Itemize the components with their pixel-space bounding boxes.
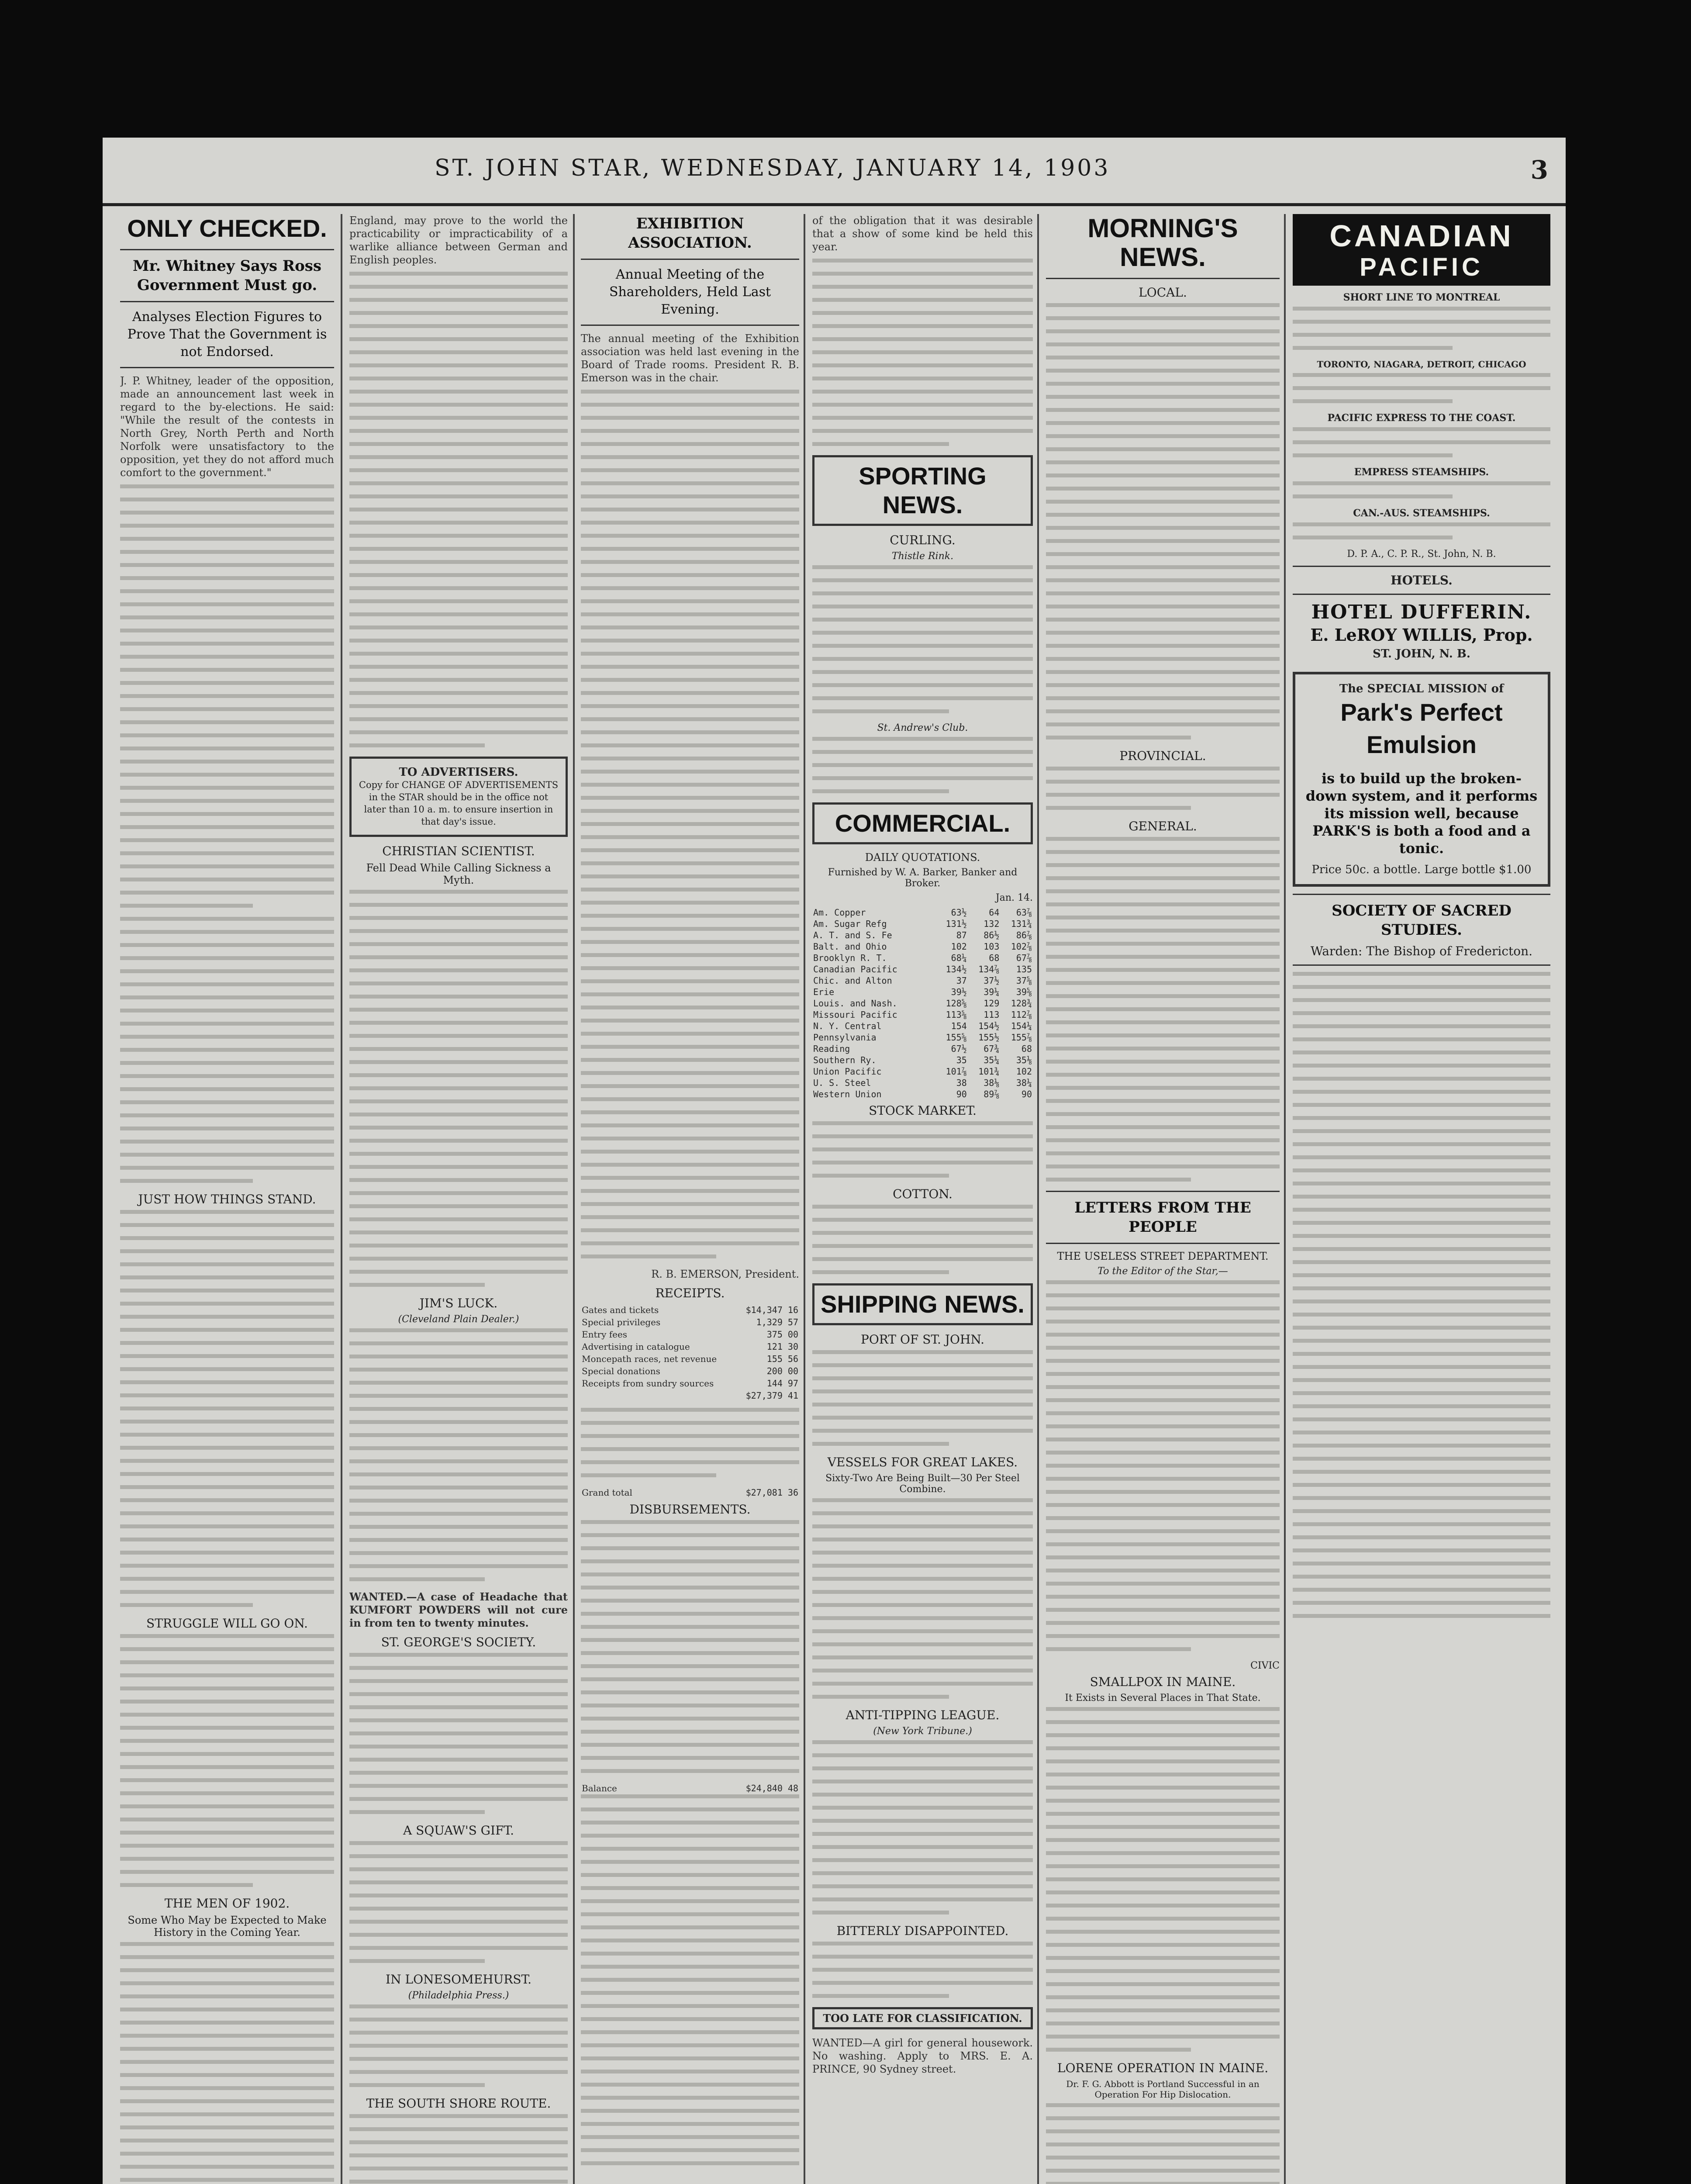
quote-value: 135 [1016,964,1032,975]
column-4 [812,214,1033,2184]
quote-row [812,1043,1033,1054]
quote-row [812,941,1033,952]
article-headline: JIM'S LUCK. [419,1296,498,1310]
ad-text [1293,427,1550,457]
quote-value: 38⅛ [984,1078,1000,1088]
quote-value: 102 [951,941,967,952]
ad-product: Emulsion [1366,731,1477,758]
section-headline: MORNING'S NEWS. [1087,214,1238,272]
quote-value: 131¾ [1011,919,1032,929]
quote-row [812,1009,1033,1020]
balance-row: Balance $24,840 48 [582,1783,798,1794]
ad-price: Price 50c. a bottle. Large bottle $1.00 [1311,863,1532,876]
section-subhead: COTTON. [893,1187,952,1201]
quote-name: Am. Copper [813,907,866,918]
quote-value: 35¼ [984,1055,1000,1065]
body-text [349,2114,568,2184]
ad-subhead: TORONTO, NIAGARA, DETROIT, CHICAGO [1317,359,1526,370]
body-text [120,484,334,1183]
running-title: ST. JOHN STAR, WEDNESDAY, JANUARY 14, 1903 [435,155,1111,181]
quote-value: 128¾ [1011,998,1032,1009]
body-text [812,1942,1033,1998]
quote-row [812,1020,1033,1032]
logo-line-1: CANADIAN [1329,219,1514,253]
ad-text [1293,481,1550,498]
shipping-news-banner [812,1283,1033,1325]
quote-name: Southern Ry. [813,1055,877,1065]
article-deck: Sixty-Two Are Being Built—30 Per Steel Combine. [825,1473,1020,1495]
column-rule [573,214,575,2184]
article-headline: IN LONESOMEHURST. [386,1972,531,1987]
quote-value: 38¼ [1016,1078,1032,1088]
receipt-label: Advertising in catalogue [582,1341,690,1352]
body-text [1046,1280,1280,1651]
quote-value: 35 [956,1055,967,1065]
quote-name: Pennsylvania [813,1032,877,1043]
article-headline: LORENE OPERATION IN MAINE. [1057,2061,1269,2075]
body-text [349,272,568,747]
quote-row [812,1089,1033,1100]
body-text [1046,303,1280,740]
quote-row [812,952,1033,964]
receipt-row [581,1377,799,1389]
hotel-city: ST. JOHN, N. B. [1373,647,1470,660]
grand-total: $27,081 36 [745,1487,798,1498]
receipt-row [581,1304,799,1316]
salutation: To the Editor of the Star,— [1097,1266,1228,1277]
section-headline: SPORTING NEWS. [859,462,987,518]
hotel-name: HOTEL DUFFERIN. [1311,601,1532,623]
article-source: (New York Tribune.) [873,1726,972,1737]
quote-name: N. Y. Central [813,1021,882,1031]
section-headline: LETTERS FROM THE PEOPLE [1074,1199,1251,1236]
section-subhead: St. Andrew's Club. [877,722,968,733]
body-text [120,1942,334,2184]
body-text [812,1498,1033,1699]
body-text [581,1794,799,2165]
quote-value: 38 [956,1078,967,1088]
article-headline: EXHIBITION ASSOCIATION. [628,215,752,252]
quote-value: 68¼ [951,953,967,963]
quote-name: U. S. Steel [813,1078,871,1088]
quote-value: 101⅞ [946,1066,967,1077]
quote-name: Louis. and Nash. [813,998,897,1009]
quote-value: 90 [1021,1089,1032,1099]
quote-value: 89⅞ [984,1089,1000,1099]
quote-value: 64 [989,907,1000,918]
article-headline: THE MEN OF 1902. [164,1896,290,1911]
article-headline: A SQUAW'S GIFT. [403,1823,514,1838]
quote-value: 155½ [978,1032,1000,1043]
total-receipts: $27,379 41 [745,1390,798,1401]
article-source: (Cleveland Plain Dealer.) [398,1314,519,1325]
quote-value: 154¼ [1011,1021,1032,1031]
ad-subhead: EMPRESS STEAMSHIPS. [1354,467,1489,478]
quote-value: 37½ [984,975,1000,986]
quote-value: 154 [951,1021,967,1031]
emulsion-ad [1293,672,1550,887]
receipt-row [581,1316,799,1328]
article-deck: It Exists in Several Places in That State. [1065,1693,1261,1704]
article-deck: Mr. Whitney Says Ross Government Must go. [132,257,322,294]
receipts-table [581,1304,799,1389]
quote-value: 63½ [951,907,967,918]
section-subhead: STOCK MARKET. [869,1103,977,1118]
table-heading: DISBURSEMENTS. [629,1502,751,1517]
article-headline: SOCIETY OF SACRED STUDIES. [1332,902,1512,939]
logo-line-2: PACIFIC [1360,253,1484,281]
article-subdeck: Analyses Election Figures to Prove That the Government is not Endorsed. [127,309,327,359]
quote-name: Reading [813,1044,850,1054]
hotel-proprietor: E. LeROY WILLIS, Prop. [1310,625,1533,645]
quote-name: Brooklyn R. T. [813,953,887,963]
section-subhead: GENERAL. [1128,819,1197,833]
quote-row [812,1054,1033,1066]
receipt-label: Special privileges [582,1317,661,1327]
quote-name: Balt. and Ohio [813,941,887,952]
column-5 [1046,214,1280,2184]
column-rule [1037,214,1039,2184]
receipt-label: Entry fees [582,1329,628,1340]
quote-value: 67¾ [984,1044,1000,1054]
quote-value: 86½ [984,930,1000,940]
quote-value: 68 [1021,1044,1032,1054]
quote-value: 39¼ [984,987,1000,997]
quote-value: 37 [956,975,967,986]
quote-date: Jan. 14. [995,892,1033,903]
article-deck: Warden: The Bishop of Fredericton. [1310,944,1533,958]
quote-value: 113 [984,1009,1000,1020]
quote-name: Missouri Pacific [813,1009,897,1020]
ad-intro: The SPECIAL MISSION of [1339,682,1504,695]
section-subhead: PROVINCIAL. [1119,749,1206,763]
receipt-label: Special donations [582,1366,660,1376]
article-deck: Fell Dead While Calling Sickness a Myth. [366,862,551,886]
body-text [120,1210,334,1607]
quote-value: 90 [956,1089,967,1099]
article-lead: The annual meeting of the Exhibition association was held last evening in the Board of Trade rooms. President R. B. Emerson was in the chair. [581,332,799,384]
article-lead: England, may prove to the world the practicability or impracticability of a warlike alliance between German and English peoples. [349,214,568,266]
quote-row [812,986,1033,998]
quote-name: A. T. and S. Fe [813,930,892,940]
ad-agent: D. P. A., C. P. R., St. John, N. B. [1347,549,1496,560]
body-text [349,2004,568,2087]
body-text [120,1634,334,1887]
notice-body: Copy for CHANGE OF ADVERTISEMENTS in the STAR should be in the office not later than 10 a. m. to ensure insertion in that day's issue. [359,780,559,827]
receipt-amount: 144 97 [766,1378,798,1389]
body-text [1046,1707,1280,2052]
quote-value: 129 [984,998,1000,1009]
table-heading: RECEIPTS. [655,1286,725,1300]
quote-value: 128⅝ [946,998,967,1009]
body-text [349,1328,568,1581]
article-headline: ANTI-TIPPING LEAGUE. [846,1708,1000,1722]
receipt-row [581,1353,799,1365]
signature: R. B. EMERSON, President. [651,1268,799,1280]
quote-value: 103 [984,941,1000,952]
body-text [1046,767,1280,810]
ad-text [1293,373,1550,403]
quote-row [812,975,1033,986]
quote-row [812,964,1033,975]
receipt-row [581,1365,799,1377]
receipt-amount: 155 56 [766,1354,798,1364]
quote-value: 155⅞ [1011,1032,1032,1043]
quote-name: Chic. and Alton [813,975,892,986]
quote-name: Canadian Pacific [813,964,897,975]
article-deck: Dr. F. G. Abbott is Portland Successful in an Operation For Hip Dislocation. [1066,2079,1260,2100]
quote-name: Western Union [813,1089,882,1099]
section-subhead: DAILY QUOTATIONS. [865,851,980,864]
article-lead: of the obligation that it was desirable that a show of some kind be held this year. [812,214,1033,253]
quote-value: 155⅝ [946,1032,967,1043]
receipt-amount: $14,347 16 [745,1305,798,1315]
article-headline: THE SOUTH SHORE ROUTE. [366,2096,551,2111]
quote-value: 102⅞ [1011,941,1032,952]
section-headline: TOO LATE FOR CLASSIFICATION. [823,2012,1022,2025]
receipt-amount: 200 00 [766,1366,798,1376]
notice-title: TO ADVERTISERS. [399,766,518,779]
quote-name: Am. Sugar Refg [813,919,887,929]
body-text [581,1408,799,1477]
ad-subhead: PACIFIC EXPRESS TO THE COAST. [1327,412,1516,424]
quote-value: 68 [989,953,1000,963]
body-text [812,1350,1033,1446]
article-headline: SMALLPOX IN MAINE. [1090,1675,1236,1689]
quote-value: 86⅞ [1016,930,1032,940]
running-head [103,138,1566,206]
body-text [581,1520,799,1773]
newspaper-page [103,138,1566,2184]
quote-value: 37⅝ [1016,975,1032,986]
ad-body: is to build up the broken-down system, and it performs its mission well, because PARK'S is both a food and a tonic. [1305,770,1538,857]
receipt-label: Gates and tickets [582,1305,659,1315]
advertisers-notice [349,757,568,837]
column-1 [120,214,334,2184]
quote-value: 63⅞ [1016,907,1032,918]
section-subhead: LOCAL. [1139,285,1187,300]
quote-value: 67⅞ [1016,953,1032,963]
receipt-label: Moncepath races, net revenue [582,1354,717,1364]
canadian-pacific-logo [1293,214,1550,286]
column-3 [581,214,799,2184]
ad-text [1293,307,1550,350]
section-subhead: HOTELS. [1391,573,1453,587]
quote-value: 39½ [951,987,967,997]
too-late-banner [812,2007,1033,2029]
article-headline: CHRISTIAN SCIENTIST. [382,844,535,858]
body-text [349,1841,568,1963]
body-text [349,1653,568,1814]
body-text [1046,2103,1280,2184]
column-rule [341,214,342,2184]
classified-wanted: WANTED.—A case of Headache that KUMFORT POWDERS will not cure in from ten to twenty minutes. [349,1590,568,1629]
body-text [812,1121,1033,1178]
ad-text [1293,522,1550,539]
body-text [812,1740,1033,1914]
receipt-amount: 375 00 [766,1329,798,1340]
section-subhead: PORT OF ST. JOHN. [861,1332,984,1347]
quote-row [812,1066,1033,1077]
article-lead: J. P. Whitney, leader of the opposition, made an announcement last week in regard to the by-elections. He said: "While the result of the contests in North Grey, North Perth and North Norfolk were unsatisfactory to the opposition, yet they do not afford much comfort to the government." [120,375,334,479]
body-text [812,259,1033,446]
receipt-amount: 1,329 57 [756,1317,798,1327]
article-headline: ONLY CHECKED. [127,214,327,242]
column-rule [804,214,805,2184]
body-text [812,1205,1033,1274]
quote-value: 154½ [978,1021,1000,1031]
article-headline: ST. GEORGE'S SOCIETY. [381,1635,536,1649]
section-subhead: Thistle Rink. [891,551,954,562]
receipts-totals [581,1389,799,1402]
receipt-amount: 121 30 [766,1341,798,1352]
article-headline: BITTERLY DISAPPOINTED. [836,1924,1009,1938]
quote-value: 132 [984,919,1000,929]
commercial-banner [812,802,1033,844]
quote-value: 35⅛ [1016,1055,1032,1065]
ad-subhead: SHORT LINE TO MONTREAL [1343,292,1500,303]
quote-name: Union Pacific [813,1066,882,1077]
body-text [349,890,568,1287]
article-deck: Annual Meeting of the Shareholders, Held Last Evening. [609,267,771,317]
quote-value: 102 [1016,1066,1032,1077]
signoff: CIVIC [1250,1660,1280,1671]
ad-subhead: CAN.-AUS. STEAMSHIPS. [1353,508,1490,519]
quote-row [812,918,1033,930]
quote-row [812,1032,1033,1043]
receipt-row [581,1341,799,1353]
quote-row [812,998,1033,1009]
quote-value: 134½ [946,964,967,975]
quote-value: 39⅝ [1016,987,1032,997]
sporting-news-banner [812,455,1033,526]
ad-brand: Park's Perfect [1340,698,1503,726]
quote-value: 134⅞ [978,964,1000,975]
section-headline: COMMERCIAL. [835,809,1011,837]
quote-value: 113⅝ [946,1009,967,1020]
article-headline: THE USELESS STREET DEPARTMENT. [1057,1250,1269,1262]
quote-value: 87 [956,930,967,940]
classified-wanted: WANTED—A girl for general housework. No washing. Apply to MRS. E. A. PRINCE, 90 Sydney street. [812,2037,1033,2075]
receipt-label: Receipts from sundry sources [582,1378,714,1389]
column-rule [1284,214,1286,2184]
quote-value: 101¾ [978,1066,1000,1077]
quote-value: 131½ [946,919,967,929]
receipt-row [581,1328,799,1341]
body-text [581,390,799,1258]
section-subhead: JUST HOW THINGS STAND. [138,1192,316,1206]
section-subhead: STRUGGLE WILL GO ON. [146,1616,308,1631]
balance: $24,840 48 [745,1783,798,1794]
column-6 [1293,214,1550,2184]
body-text [812,565,1033,713]
section-subhead: CURLING. [890,533,956,547]
body-text [812,737,1033,793]
stock-quotes-table [812,907,1033,1100]
section-subhead: Furnished by W. A. Barker, Banker and Broker. [828,867,1018,889]
article-source: (Philadelphia Press.) [408,1990,509,2001]
section-headline: SHIPPING NEWS. [821,1290,1025,1318]
quote-row [812,1077,1033,1089]
article-headline: VESSELS FOR GREAT LAKES. [827,1455,1018,1469]
grand-total-row: Grand total $27,081 36 [582,1487,798,1498]
body-text [1046,837,1280,1182]
quote-value: 67½ [951,1044,967,1054]
quote-name: Erie [813,987,835,997]
article-deck: Some Who May be Expected to Make History in the Coming Year. [128,1914,327,1939]
body-text [1293,972,1550,1618]
quote-value: 112⅞ [1011,1009,1032,1020]
column-2 [349,214,568,2184]
page-number: 3 [1530,155,1548,185]
quote-row [812,930,1033,941]
quote-row [812,907,1033,918]
